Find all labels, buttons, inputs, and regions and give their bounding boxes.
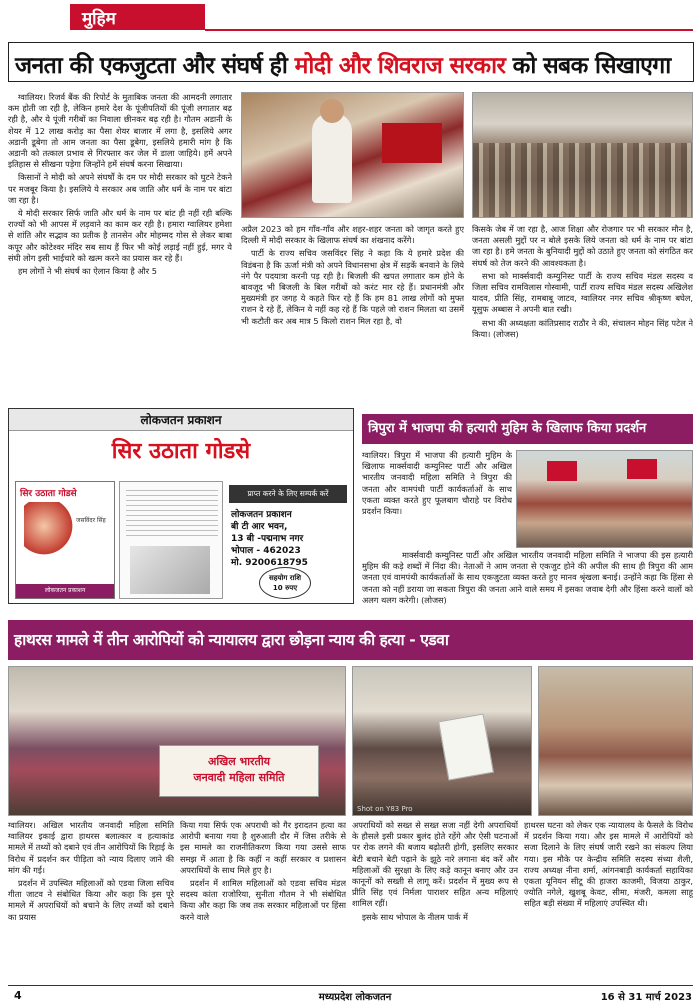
ad-contact-header: प्राप्त करने के लिए सम्पर्क करें [229,485,347,503]
story1-para: सभा को मार्क्सवादी कम्युनिस्ट पार्टी के राज्य सचिव मंडल सदस्य व जिला सचिव रामविलास गोस्वामी, पार्टी राज्य सचिव मंडल सदस्य अखिलेश यादव, प्रीति सिंह, रामबाबू जाटव, ग्वालियर नगर सचिव श्रीकृष्ण बघेल, यूसुफ अब्बास ने अपनी बात रखी। [472,270,693,315]
hathras-para: प्रदर्शन में शामिल महिलाओं को एडवा सचिव मंडल सदस्य कांता राजोरिया, सुनीता गौतम ने भी संबोधित किया और कहा कि जब तक सरकार महिलाओं पर हिंसा करने वाले [180,878,346,922]
hathras-headline: हाथरस मामले में तीन आरोपियों को न्यायालय द्वारा छोड़ना न्याय की हत्या - एडवा [8,620,693,660]
footer-rule [8,985,693,986]
section-label: मुहिम [82,9,116,29]
hathras-para: प्रदर्शन में उपस्थित महिलाओं को एडवा जिला सचिव गीता जाटव ने संबोधित किया और कहा कि इस पूरे मामले में अपराधियों को बचाने के लिए तथ्यों को दबाने का प्रयास [8,878,174,922]
hathras-protest-photo-3 [538,666,693,816]
main-headline [8,42,694,82]
tripura-text-top: ग्वालियर। त्रिपुरा में भाजपा की हत्यारी मुहिम के खिलाफ मार्क्सवादी कम्युनिस्ट पार्टी और अखिल भारतीय जनवादी महिला समिति ने त्रिपुरा की जनता और वामपंथी पार्टी कार्यकर्ताओं के साथ एकता व्यक्त करते हुए फूलबाग चौराहे पर विरोध प्रदर्शन किया। [362,450,512,517]
hathras-col3 [352,820,518,982]
tripura-text-bottom: मार्क्सवादी कम्युनिस्ट पार्टी और अखिल भारतीय जनवादी महिला समिति ने भाजपा की इस हत्यारी मुहिम की कड़े शब्दों में निंदा की। नेताओं ने आम जनता से एकजुट होने की अपील की साथ ही त्रिपुरा की आम जनता एवं वामपंथी कार्यकर्ताओं के साथ एकजुटता व्यक्त करते हुए मानव श्रृंखला बनाई। उन्होंने कहा कि हिंसा से जनता को नहीं डराया जा सकता त्रिपुरा की जनता आने वाले समय में इसका जवाब देगी और हिंसा करने वालों को अलग थलग करेगी। (लोजस) [362,550,693,605]
hathras-col1 [8,820,174,982]
ad-price-badge [259,567,311,599]
banner-line: जनवादी महिला समिति [193,771,285,784]
book-back-cover [119,481,223,599]
page-number: 4 [14,989,22,1002]
hathras-para: इसके साथ भोपाल के नीलम पार्क में [362,911,468,922]
price-line: 10 रुपए [272,584,298,592]
story1-para: हम लोगों ने भी संघर्ष का ऐलान किया है और 5 [18,266,157,277]
hathras-para: ग्वालियर। अखिल भारतीय जनवादी महिला समिति ग्वालियर इकाई द्वारा हाथरस बलात्कार व हत्याकांड मामले में तथ्यों को दबाने एवं तीन आरोपियों कि रिहाई के विरोध में प्रदर्शन कर पीड़िता को न्याय दिलाए जाने की मांग की गई। [8,820,174,875]
cover-illustration [24,502,74,562]
photo-credit: Shot on Y83 Pro [357,805,413,813]
section-rule [205,29,693,31]
story1-para: अप्रैल 2023 को हम गाँव-गाँव और शहर-शहर जनता को जागृत करते हुए दिल्ली में मोदी सरकार के खिलाफ संघर्ष का शंखनाद करेंगे। [241,224,464,246]
headline-part1: जनता की एकजुटता और संघर्ष ही [15,53,295,79]
cover-publisher: लोकजतन प्रकाशन [16,584,114,598]
cover-author: जसविंदर सिंह [76,517,106,524]
address-line: मो. 9200618795 [231,558,308,568]
protest-banner [159,745,319,797]
story1-para: ये मोदी सरकार सिर्फ जाति और धर्म के नाम पर बांट ही नहीं रही बल्कि राज्यों को भी आपस में लड़वाने का काम कर रही है। हमारा ग्वालियर हमेशा से शांति और सद्भाव का प्रतीक है तानसेन और मोहम्मद गोस से लेकर बाबा कपूर और कोटेश्वर मंदिर सब साथ हैं फिर भी कोई लड़ाई नहीं हुई, मगर ये संघी लोग इसी भाईचारे को खत्म करने का प्रयास कर रहे हैं। [8,208,232,263]
address-line: लोकजतन प्रकाशन [231,510,292,520]
story1-col1 [8,92,232,392]
book-cover [15,481,115,599]
story1-col3 [472,224,693,396]
ad-book-title: सिर उठाता गोडसे [111,439,251,464]
issue-date: 16 से 31 मार्च 2023 [600,992,692,1003]
hathras-para: हाथरस घटना को लेकर एक न्यायालय के फैसले के विरोध में प्रदर्शन किया गया। और इस मामले में आरोपियों को सजा दिलाने के लिए संघर्ष जारी रखने का संकल्प लिया गया। इस मौके पर केन्द्रीय समिति सदस्य संध्या शैली, राज्य अध्यक्ष नीना शर्मा, आंगनबाड़ी कार्यकर्ता सहायिका एकता यूनियन सीटू की हाजरा काजमी, विजया ठाकुर, ज्योति नगेले, खुशबू केवट, सीमा, मंजरी, कमला साहू सहित बड़ी संख्या में महिलाएं उपस्थित थी। [524,820,693,909]
book-ad [8,408,354,604]
address-line: 13 बी -पद्मनाभ नगर [231,534,304,544]
story1-para: पार्टी के राज्य सचिव जसविंदर सिंह ने कहा कि ये हमारे प्रदेश की विडंबना है कि ऊर्जा मंत्री को अपने विधानसभा क्षेत्र में सड़कें बनवाने के लिये नंगे पैर पदयात्रा करनी पड़ रही है। बिजली की खपत लगातार कम होने के बावजूद भी बिजली के बिल गरीबों को करंट मार रहे हैं। प्रधानमंत्री और मुख्यमंत्री हर जगह ये कहते फिर रहे हैं कि हम 81 लाख लोगों को मुफ्त राशन दे रहे हैं, लेकिन ये नहीं कह रहे हैं कि पहले जो राशन मिलता था उसमें भी कटौती कर अब मात्र 5 किलो राशन मिल रहा है, वो [241,248,464,326]
headline-part3: को सबक सिखाएगा [505,53,671,79]
rally-speaker-photo [241,92,464,218]
hathras-col2 [180,820,346,982]
headline-part2: मोदी और शिवराज सरकार [294,53,506,79]
tripura-headline: त्रिपुरा में भाजपा की हत्यारी मुहिम के खिलाफ किया प्रदर्शन [362,414,693,444]
price-line: सहयोग राशि [269,574,301,582]
section-label-bar [70,4,205,30]
story1-para: किसके जेब में जा रहा है, आज शिक्षा और रोजगार पर भी सरकार मौन है, जनता असली मुद्दों पर न बोले इसके लिये जनता को धर्म के नाम पर बांटा जा रहा है। हमे जनता के बुनियादी मुद्दों को उठाते हुए जनता को संगठित कर संघर्ष को तेज करने की आवश्यकता है। [472,224,693,268]
ad-publisher-header: लोकजतन प्रकाशन [9,409,353,431]
address-line: भोपाल - 462023 [231,546,301,556]
hathras-para: किया गया सिर्फ एक अपराधी को गैर इरादतन हत्या का आरोपी बनाया गया है शुरुआती दौर में जिस तरीके से इस मामले का राजनीतिकरण किया गया उससे साफ समझ में आता है कि कहीं न कहीं सरकार व प्रशासन अपराधियों के साथ मिले हुए है। [180,820,346,875]
cover-title: सिर उठाता गोडसे [20,489,77,499]
story1-para: सभा की अध्यक्षता कांतिप्रसाद राठौर ने की, संचालन मोहन सिंह पटेल ने किया। (लोजस) [472,317,693,339]
story1-para: किसानों ने मोदी को अपने संघर्षों के दम पर मोदी सरकार को घुटने टेकने पर मजबूर किया है। इसलिये ये सरकार अब जाति और धर्म के नाम पर बांटा जा रहा है। [8,172,232,205]
rally-crowd-photo [472,92,693,218]
hathras-para: अपराधियों को सख्त से सख्त सजा नहीं देगी अपराधियों के हौसले इसी प्रकार बुलंद होते रहेंगे और ऐसी घटनाओं पर रोक लगने की बजाय बढ़ोतरी होगी, इसलिए सरकार बेटी बचाने बेटी पढ़ाने के झूठे नारे लगाना बंद करें और महिलाओं की सुरक्षा के लिए कड़े कानून बनाए और उन कानूनों को सख्ती से लागू करें। प्रदर्शन में मुख्य रूप से प्रीति सिंह एवं निर्मला पाराशर सहित अन्य महिलाएं शामिल रहीं। [352,820,518,909]
story1-col2 [241,224,464,396]
hathras-protest-photo-1 [8,666,346,816]
hathras-col4 [524,820,693,982]
story1-para: ग्वालियर। रिजर्व बैंक की रिपोर्ट के मुताबिक जनता की आमदनी लगातार कम होती जा रही है, लेकिन हमारे देश के पूंजीपतियों की पूंजी लगातार बढ़ रही है, और ये पूंजी गरीबों का निवाला छीनकर बढ़ रही है। गौतम अडानी के शेयर में 12 लाख करोड़ का पैसा शेयर बाजार में लगा है, इसलिये अगर अडानी डूबेगा तो आम जनता का पैसा डूबेगा, इसलिये हमारी मांग है कि अडानी को तत्काल प्रभाव से गिरफ्तार कर जेल में डाला जाहिये। हमें अपने इतिहास से सीखना पड़ेगा जिन्होंने हमें संघर्ष करना सिखाया। [8,92,232,170]
tripura-protest-photo [516,450,693,548]
paper-name: मध्यप्रदेश लोकजतन [318,992,392,1003]
hathras-protest-photo-2 [352,666,532,816]
ad-address [231,509,349,569]
banner-line: अखिल भारतीय [207,755,271,768]
address-line: बी टी आर भवन, [231,522,288,532]
